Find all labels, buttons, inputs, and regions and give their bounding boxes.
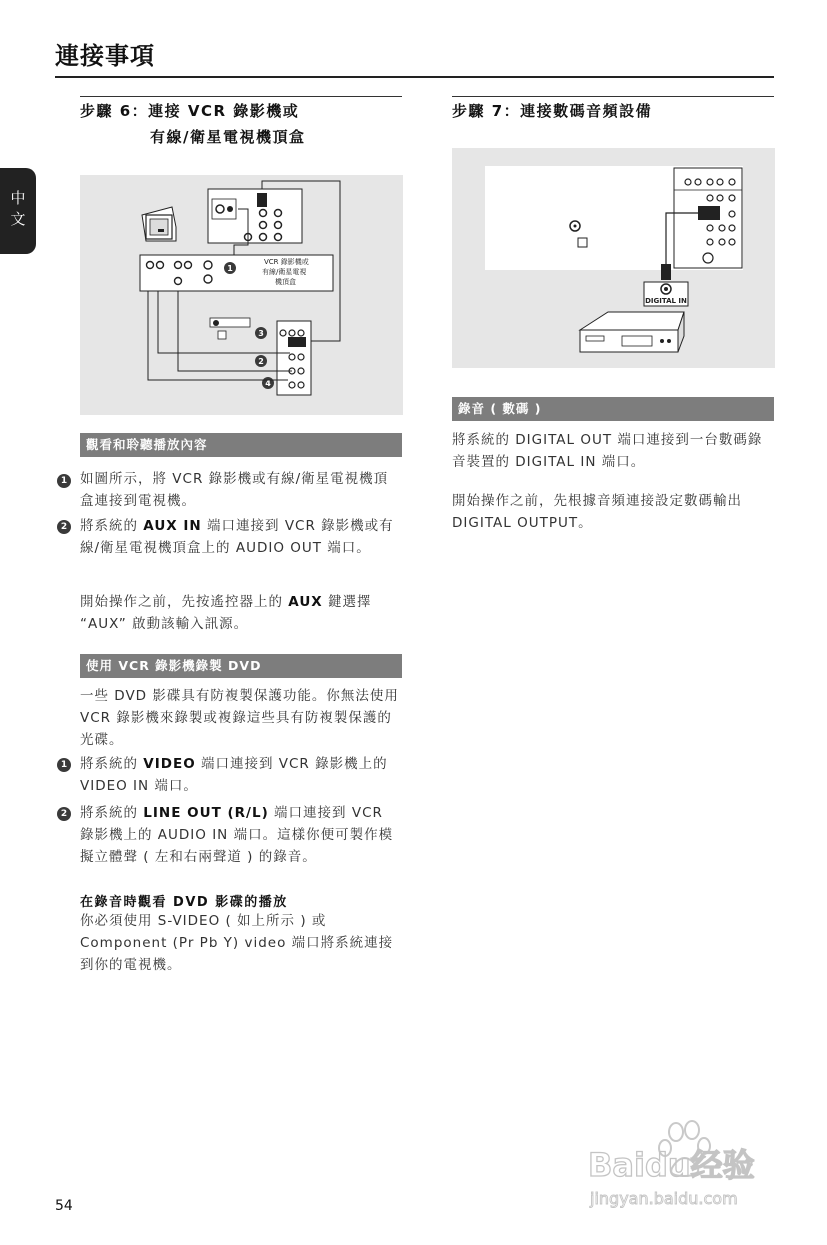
page-title: 連接事項 xyxy=(55,42,155,70)
vcr-connection-diagram xyxy=(80,175,403,415)
watermark-brand: Baidu经验 xyxy=(588,1146,755,1184)
recording-step2-pre: 將系統的 xyxy=(80,805,144,821)
step6-heading-line2: 有線/衛星電視機頂盒 xyxy=(150,128,306,146)
aux-note-post: 鍵選擇 “AUX” 啟動該輸入訊源。 xyxy=(80,594,372,632)
step6-rule xyxy=(80,96,402,97)
step7-heading: 步驟 7：連接數碼音頻設備 xyxy=(452,102,653,120)
step-number-1: 1 xyxy=(57,474,71,488)
viewing-step2-pre: 將系統的 xyxy=(80,518,144,534)
viewing-step1-text: 如圖所示，將 VCR 錄影機或有線/衛星電視機頂盒連接到電視機。 xyxy=(80,471,389,509)
diagram-marker-2: 2 xyxy=(258,357,264,366)
aux-note-pre: 開始操作之前，先按遙控器上的 xyxy=(80,594,289,610)
baidu-watermark xyxy=(588,1118,778,1218)
copy-protection-note: 一些 DVD 影碟具有防複製保護功能。你無法使用 VCR 錄影機來錄製或複錄這些具有防複製保護的光碟。 xyxy=(80,688,399,748)
watch-while-recording-text: 你必須使用 S-VIDEO ( 如上所示 ) 或 Component (Pr Pb Y) video 端口將系統連接到你的電視機。 xyxy=(80,913,394,973)
digital-audio-figure xyxy=(452,148,775,368)
digital-output-note: 開始操作之前，先根據音頻連接設定數碼輸出 DIGITAL OUTPUT。 xyxy=(452,493,742,531)
digital-audio-diagram xyxy=(452,148,775,368)
step-number-2: 2 xyxy=(57,520,71,534)
recording-step1-pre: 將系統的 xyxy=(80,756,144,772)
digital-recorder-icon xyxy=(580,312,684,352)
recording-step1-text xyxy=(80,753,400,797)
title-divider xyxy=(55,76,774,78)
aux-in-label: AUX IN xyxy=(143,518,202,534)
vcr-label-line3: 機頂盒 xyxy=(275,278,296,286)
aux-note xyxy=(80,591,400,635)
tv-icon xyxy=(142,207,176,241)
recording-step2-post: 端口連接到 VCR 錄影機上的 AUDIO IN 端口。這樣你便可製作模擬立體聲 ( 左和右兩聲道 ) 的錄音。 xyxy=(80,805,394,865)
watch-while-recording-heading: 在錄音時觀看 DVD 影碟的播放 xyxy=(80,895,288,910)
vcr-label-line1: VCR 錄影機或 xyxy=(264,258,309,266)
line-out-label: LINE OUT (R/L) xyxy=(143,805,269,821)
diagram-marker-3: 3 xyxy=(258,329,264,338)
page-number: 54 xyxy=(55,1198,73,1214)
step-number-1b: 1 xyxy=(57,758,71,772)
vcr-connection-figure xyxy=(80,175,403,415)
step6-heading-line1: 步驟 6：連接 VCR 錄影機或 xyxy=(80,102,300,120)
viewing-step2-text xyxy=(80,515,400,559)
viewing-step2-post: 端口連接到 VCR 錄影機或有線/衛星電視機頂盒上的 AUDIO OUT 端口。 xyxy=(80,518,394,556)
video-port-label: VIDEO xyxy=(143,756,196,772)
step6-heading xyxy=(80,98,305,150)
step7-rule xyxy=(452,96,774,97)
section-bar-viewing: 觀看和聆聽播放內容 xyxy=(80,433,402,457)
language-tab-label: 中文 xyxy=(8,190,27,232)
digital-in-label: DIGITAL IN xyxy=(645,297,687,305)
section-bar-digital-recording: 錄音 ( 數碼 ) xyxy=(452,397,774,421)
diagram-marker-1: 1 xyxy=(227,264,233,273)
recording-step2-text xyxy=(80,802,400,868)
diagram-marker-4: 4 xyxy=(265,379,271,388)
watermark-url: jingyan.baidu.com xyxy=(590,1189,738,1208)
aux-key-label: AUX xyxy=(288,594,323,610)
recording-step1-post: 端口連接到 VCR 錄影機上的 VIDEO IN 端口。 xyxy=(80,756,388,794)
digital-recording-text: 將系統的 DIGITAL OUT 端口連接到一台數碼錄音裝置的 DIGITAL IN 端口。 xyxy=(452,432,763,470)
baidu-paw-logo xyxy=(588,1118,778,1218)
step-number-2b: 2 xyxy=(57,807,71,821)
vcr-label-line2: 有線/衛星電視 xyxy=(262,268,307,276)
language-tab xyxy=(0,168,36,254)
section-bar-recording-vcr: 使用 VCR 錄影機錄製 DVD xyxy=(80,654,402,678)
